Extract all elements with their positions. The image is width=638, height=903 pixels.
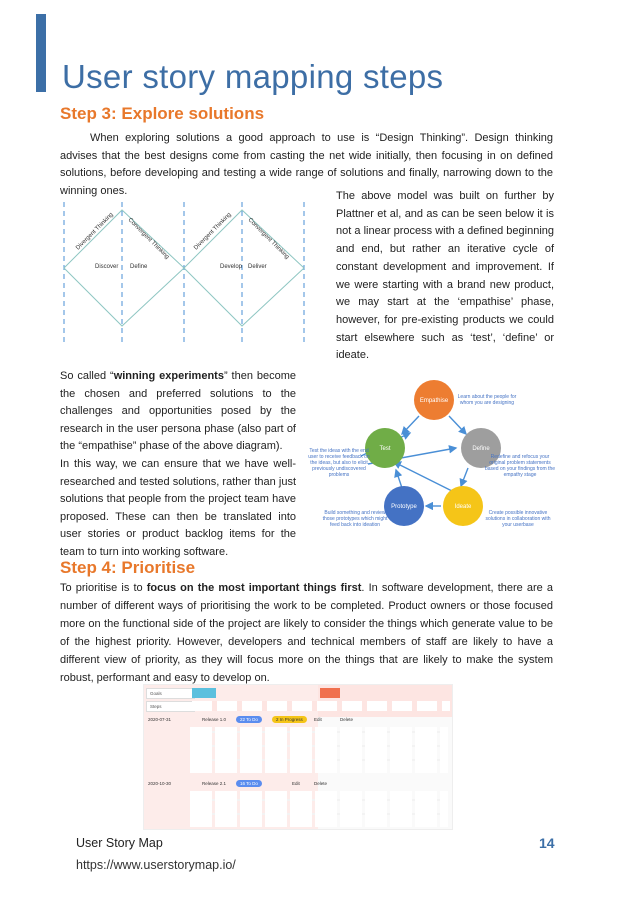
todo-badge[interactable]: 16 To Do [236, 780, 262, 787]
step3-heading: Step 3: Explore solutions [60, 104, 265, 123]
note-ideate: Create possible innovative solutions in collaboration with your userbase [485, 510, 551, 528]
story-map-board [143, 684, 453, 830]
node-label: Ideate [454, 504, 472, 510]
step4-paragraph: To prioritise is to focus on the most important things first. In software development, there are a number of different ways of prioritising the work to be completed. Product owners or those focused more on the functional side of the project are likely to consider the things which generate value to be of the highest priority. However, developers and technical members of staff are likely to have a different view of priority, as they will focus more on the things that are likely to make the system robust, performant and easy to develop on. [60, 582, 553, 684]
phase-label: Convergent Thinking [126, 217, 170, 261]
step3-intro-clip [60, 130, 553, 197]
step3-intro: When exploring solutions a good approach to use is “Design Thinking”. Design thinking advises that the best designs come from casting the net wide initially, then focusing in on defined solutions, before developing and testing a wide range of solutions and finally, narrowing down to the winning ones. [60, 132, 553, 197]
delete-button[interactable]: Delete [340, 717, 354, 722]
node-label: Test [379, 446, 391, 452]
phase-label: Divergent Thinking [193, 211, 233, 252]
footer-url[interactable]: https://www.userstorymap.io/ [76, 858, 236, 872]
phase-label: Divergent Thinking [75, 211, 115, 252]
release-name: Release 2.1 [202, 781, 227, 786]
edit-button[interactable]: Edit [314, 717, 322, 722]
node-label: Prototype [391, 504, 417, 510]
story-cards-release-2 [190, 791, 448, 827]
winning-experiments-block [60, 368, 296, 564]
note-empathise: Learn about the people for whom you are designing [457, 394, 517, 406]
diamond-lower [64, 268, 184, 326]
steps-row [192, 701, 450, 711]
node-label: Define [472, 446, 490, 452]
phase-discover: Discover [95, 264, 119, 270]
goal-card[interactable] [320, 688, 340, 698]
page-number: 14 [539, 835, 555, 851]
phase-label: Convergent Thinking [246, 217, 290, 261]
winning-paragraph-2: In this way, we can ensure that we have well-researched and tested solutions, rather than just solutions that people from the project team have proposed. These can then be translated into user stories or product backlog items for the team to turn into working software. [60, 457, 296, 558]
goal-card[interactable] [192, 688, 216, 698]
page-title: User story mapping steps [62, 58, 444, 95]
steps-field[interactable]: Steps [146, 701, 195, 712]
story-cards-release-1 [190, 727, 448, 773]
double-diamond-diagram [58, 198, 310, 348]
edit-button[interactable]: Edit [292, 781, 300, 786]
diamond-lower [184, 268, 304, 326]
phase-deliver: Deliver [248, 264, 267, 270]
footer-title: User Story Map [76, 836, 163, 850]
todo-badge[interactable]: 22 To Do [236, 716, 262, 723]
phase-develop: Develop [220, 264, 243, 270]
delete-button[interactable]: Delete [314, 781, 328, 786]
note-test: Test the ideas with the end user to receive feedback on the ideas, but also to elicit previously undiscovered problems [308, 448, 370, 478]
progress-badge[interactable]: 2 In Progress [272, 716, 307, 723]
note-prototype: Build something and review those prototypes which might feed back into ideation [322, 510, 388, 528]
node-label: Empathise [419, 398, 449, 404]
model-description: The above model was built on further by Plattner et al, and as can be seen below it is not a linear process with a defined beginning and end, but rather an iterative cycle of constant development and improvement. If we were starting with a brand new product, we may start at the ‘empathise’ phase, however, for pre-existing products we could start elsewhere such as ‘test’, ‘define’ or ideate. [336, 190, 554, 362]
release-name: Release 1.0 [202, 717, 227, 722]
release-date: 2020-10-30 [148, 781, 172, 786]
release-date: 2020-07-31 [148, 717, 172, 722]
phase-define: Define [130, 264, 148, 270]
note-define: Redefine and refocus your original problem statements based on your findings from the empathy stage [484, 454, 556, 478]
accent-bar [36, 14, 46, 92]
step4-heading: Step 4: Prioritise [60, 558, 199, 578]
winning-paragraph: So called “winning experiments” then become the chosen and preferred solutions to the challenges and opportunities posed by the research in the user persona phase (also part of the “empathise” phase of the above diagram). [60, 370, 296, 453]
goals-field[interactable]: Goals [146, 688, 195, 699]
